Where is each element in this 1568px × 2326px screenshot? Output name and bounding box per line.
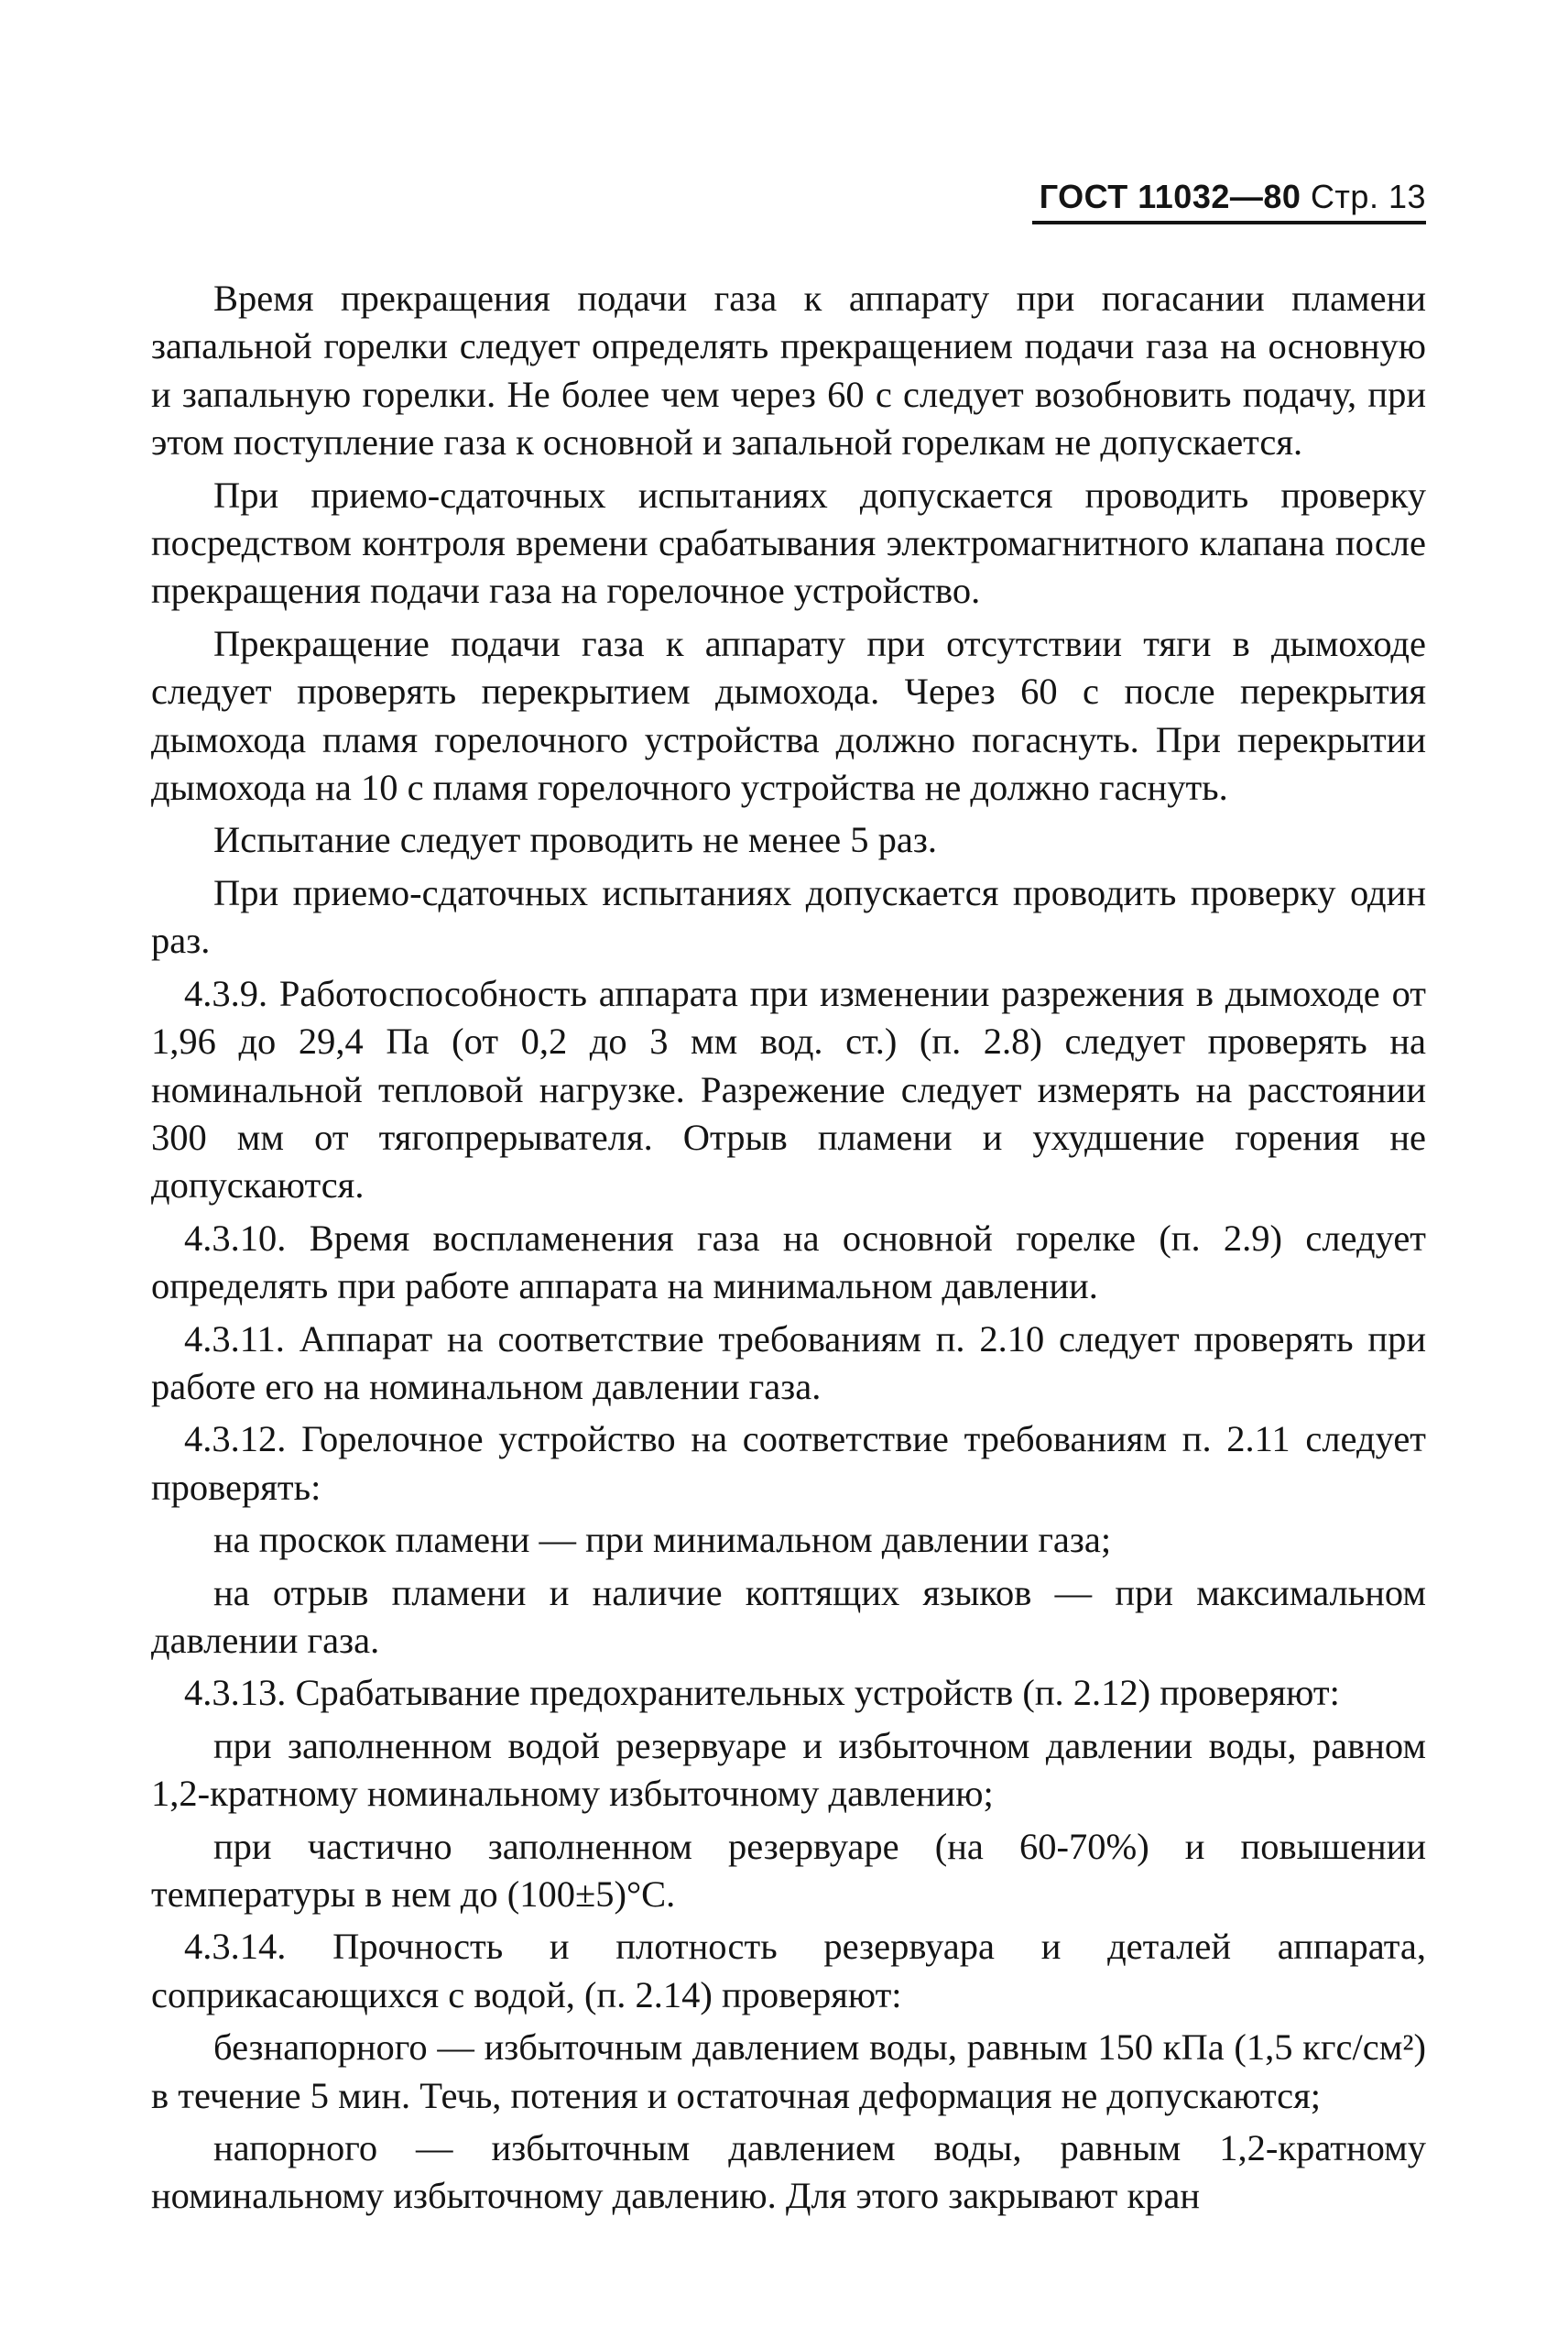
clause-4-3-13-partial-tank: при частично заполненном резервуаре (на 60-70%) и повышении температуры в нем до (100±5)°С. <box>151 1825 1426 1915</box>
clause-4-3-13-full-tank: при заполненном водой резервуаре и избыточном давлении воды, равном 1,2-кратному номинальному избыточному давлению; <box>151 1724 1426 1815</box>
document-body <box>151 275 1426 2225</box>
clause-4-3-12: 4.3.12. Горелочное устройство на соответствие требованиям п. 2.11 следует проверять: <box>151 1418 1426 1508</box>
clause-4-3-11: 4.3.11. Аппарат на соответствие требованиям п. 2.10 следует проверять при работе его на номинальном давлении газа. <box>151 1317 1426 1407</box>
clause-4-3-14: 4.3.14. Прочность и плотность резервуара и деталей аппарата, соприкасающихся с водой, (п. 2.14) проверяют: <box>151 1926 1426 2015</box>
clause-4-3-13: 4.3.13. Срабатывание предохранительных устройств (п. 2.12) проверяют: <box>184 1672 1340 1714</box>
paragraph-acceptance-valve: При приемо-сдаточных испытаниях допускается проводить проверку посредством контроля времени срабатывания электромагнитного клапана после прекращения подачи газа на горелочное устройство. <box>151 474 1426 612</box>
clause-4-3-12-liftoff: на отрыв пламени и наличие коптящих языков — при максимальном давлении газа. <box>151 1571 1426 1661</box>
page-number: Стр. 13 <box>1310 178 1426 215</box>
paragraph-acceptance-once: При приемо-сдаточных испытаниях допускается проводить проверку один раз. <box>151 871 1426 962</box>
header-rule <box>1032 221 1426 224</box>
paragraph-chimney-draft: Прекращение подачи газа к аппарату при отсутствии тяги в дымоходе следует проверять перекрытием дымохода. Через 60 с после перекрытия дымохода пламя горелочного устройства должно погаснуть. При перекрытии дымохода на 10 с пламя горелочного устройства не должно гаснуть. <box>151 622 1426 809</box>
paragraph-test-count: Испытание следует проводить не менее 5 раз. <box>213 819 938 861</box>
standard-code: ГОСТ 11032—80 <box>1039 178 1301 215</box>
clause-4-3-14-non-pressure: безнапорного — избыточным давлением воды, равным 150 кПа (1,5 кгс/см²) в течение 5 мин. Течь, потения и остаточная деформация не допускаются; <box>151 2026 1426 2116</box>
paragraph-gas-cutoff-pilot: Время прекращения подачи газа к аппарату при погасании пламени запальной горелки следует определять прекращением подачи газа на основную и запальную горелки. Не более чем через 60 с следует возобновить подачу, при этом поступление газа к основной и запальной горелкам не допускается. <box>151 278 1426 464</box>
clause-4-3-12-flashback: на проскок пламени — при минимальном давлении газа; <box>213 1519 1112 1561</box>
clause-4-3-14-pressure: напорного — избыточным давлением воды, равным 1,2-кратному номинальному избыточному давлению. Для этого закрывают кран <box>151 2127 1426 2217</box>
header-text <box>1032 177 1426 217</box>
clause-4-3-9: 4.3.9. Работоспособность аппарата при изменении разрежения в дымоходе от 1,96 до 29,4 Па (от 0,2 до 3 мм вод. ст.) (п. 2.8) следует проверять на номинальной тепловой нагрузке. Разрежение следует измерять на расстоянии 300 мм от тягопрерывателя. Отрыв пламени и ухудшение горения не допускаются. <box>151 972 1426 1207</box>
page-header <box>1032 177 1426 224</box>
clause-4-3-10: 4.3.10. Время воспламенения газа на основной горелке (п. 2.9) следует определять при работе аппарата на минимальном давлении. <box>151 1217 1426 1307</box>
